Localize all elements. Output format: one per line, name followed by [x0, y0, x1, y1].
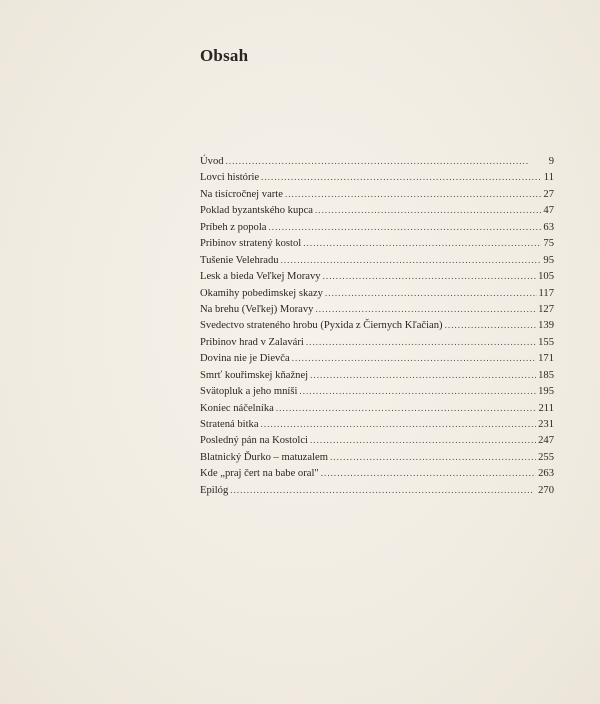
toc-entry-page: 270: [538, 484, 554, 496]
toc-entry: [200, 219, 554, 235]
dot-leader: [276, 400, 537, 416]
toc-entry: [200, 432, 554, 448]
toc-entry-title: Svätopluk a jeho mníši: [200, 386, 298, 398]
table-of-contents: [200, 153, 554, 498]
toc-entry-page: 11: [543, 172, 554, 184]
dot-leader: [330, 449, 536, 465]
toc-entry-title: Kde „praj čert na babe oral": [200, 468, 319, 480]
toc-entry-page: 117: [538, 287, 554, 299]
dot-leader: [310, 367, 536, 383]
toc-entry-page: 263: [538, 468, 554, 480]
toc-entry-page: 139: [538, 320, 554, 332]
toc-entry-page: 27: [543, 188, 554, 200]
toc-entry-page: 127: [538, 303, 554, 315]
dot-leader: [299, 383, 536, 399]
toc-entry: [200, 465, 554, 481]
toc-entry-title: Smrť kouřimskej kňažnej: [200, 369, 309, 381]
toc-entry: [200, 400, 554, 416]
toc-entry: [200, 367, 554, 383]
toc-entry-page: 255: [538, 451, 554, 463]
toc-entry: [200, 449, 554, 465]
dot-leader: [261, 416, 537, 432]
dot-leader: [269, 219, 542, 235]
toc-entry: [200, 416, 554, 432]
toc-entry-page: 95: [543, 254, 554, 266]
toc-entry-title: Svedectvo strateného hrobu (Pyxida z Čiernych Kľačian): [200, 320, 443, 332]
toc-entry-page: 171: [538, 353, 554, 365]
toc-entry-title: Lovci histórie: [200, 172, 260, 184]
toc-entry-page: 195: [538, 386, 554, 398]
dot-leader: [306, 334, 536, 350]
toc-entry-page: 75: [543, 238, 554, 250]
toc-entry-page: 247: [538, 435, 554, 447]
toc-entry: [200, 268, 554, 284]
dot-leader: [325, 285, 537, 301]
toc-entry: [200, 186, 554, 202]
toc-entry-page: 63: [543, 221, 554, 233]
dot-leader: [285, 186, 541, 202]
toc-entry-title: Tušenie Velehradu: [200, 254, 279, 266]
toc-entry-title: Na tisícročnej varte: [200, 188, 283, 200]
dot-leader: [230, 482, 536, 498]
toc-entry-page: 105: [538, 271, 554, 283]
toc-entry-page: 47: [543, 205, 554, 217]
toc-entry-title: Pribinov stratený kostol: [200, 238, 302, 250]
toc-entry: [200, 153, 554, 169]
dot-leader: [292, 350, 536, 366]
toc-entry-title: Blatnický Ďurko – matuzalem: [200, 451, 328, 463]
toc-entry-page: 185: [538, 369, 554, 381]
toc-entry-page: 231: [538, 419, 554, 430]
toc-entry-page: 9: [548, 156, 554, 167]
toc-entry-title: Lesk a bieda Veľkej Moravy: [200, 271, 321, 283]
toc-entry: [200, 317, 554, 333]
dot-leader: [315, 301, 536, 317]
toc-entry-title: Koniec náčelníka: [200, 402, 274, 414]
toc-entry-title: Epilóg: [200, 484, 229, 496]
toc-entry-title: Príbeh z popola: [200, 221, 267, 233]
dot-leader: [226, 153, 547, 169]
dot-leader: [261, 169, 542, 185]
toc-entry-title: Poklad byzantského kupca: [200, 205, 313, 217]
toc-entry-title: Úvod: [200, 156, 224, 167]
page-title: Obsah: [200, 46, 249, 65]
toc-entry: [200, 334, 554, 350]
toc-entry: [200, 482, 554, 498]
dot-leader: [315, 202, 541, 218]
toc-entry: [200, 252, 554, 268]
toc-entry-page: 211: [538, 402, 554, 414]
toc-entry: [200, 202, 554, 218]
toc-entry-title: Posledný pán na Kostolci: [200, 435, 308, 447]
dot-leader: [303, 235, 541, 251]
toc-entry-title: Dovina nie je Dievča: [200, 353, 290, 365]
toc-entry: [200, 285, 554, 301]
toc-entry-title: Stratená bitka: [200, 419, 259, 430]
dot-leader: [321, 465, 536, 481]
toc-entry: [200, 350, 554, 366]
toc-entry-title: Okamihy pobedimskej skazy: [200, 287, 323, 299]
dot-leader: [445, 317, 537, 333]
dot-leader: [281, 252, 542, 268]
toc-entry: [200, 169, 554, 185]
toc-entry-title: Pribinov hrad v Zalavári: [200, 336, 304, 348]
toc-entry: [200, 383, 554, 399]
dot-leader: [310, 432, 536, 448]
toc-entry-title: Na brehu (Veľkej) Moravy: [200, 303, 314, 315]
toc-entry: [200, 301, 554, 317]
dot-leader: [323, 268, 537, 284]
toc-entry-page: 155: [538, 336, 554, 348]
toc-entry: [200, 235, 554, 251]
